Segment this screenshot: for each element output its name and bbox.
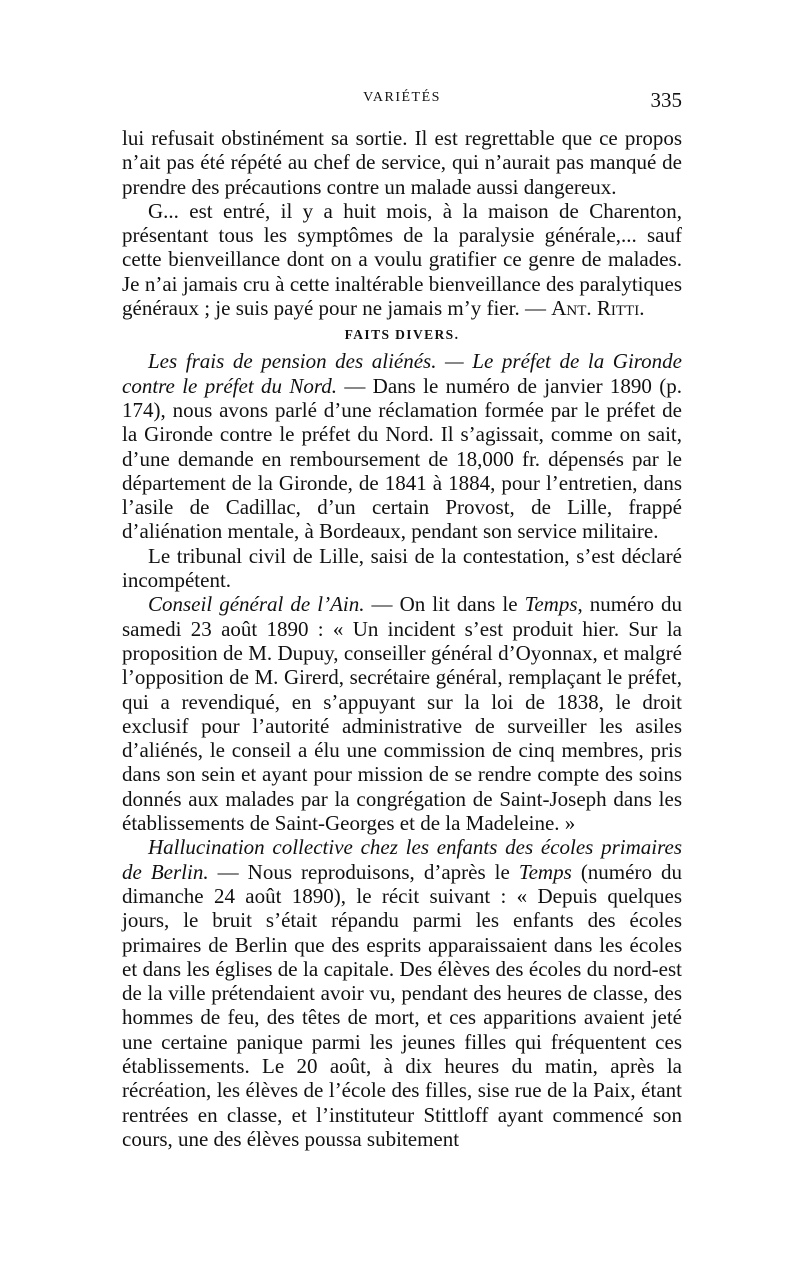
g-paragraph-text: G... est entré, il y a huit mois, à la maison de Charenton, présentant tous les symptômes de la paralysie générale,... sauf cette bienveillance dont on a voulu gratifier ce genre de malades. Je n’ai jamais cru à cette inaltérable bienveillance des paralytiques généraux ; je suis payé pour ne jamais m’y fier. — [122, 198, 682, 321]
item-hallucination-berlin [122, 835, 682, 1151]
author-signature: Ant. Ritti. [551, 296, 645, 321]
item-hallucination-berlin-journal: Temps [518, 859, 572, 884]
item-conseil-ain-title: Conseil général de l’Ain. [148, 592, 365, 617]
item-tribunal-lille [122, 544, 682, 593]
continuation-paragraph [122, 126, 682, 199]
page-body [122, 126, 682, 1151]
item-frais-de-pension-title: Les frais de pension des aliénés. — Le préfet de la Gironde contre le préfet du Nord. [122, 349, 682, 398]
item-conseil-ain [122, 592, 682, 835]
page-header [122, 88, 682, 118]
section-heading: FAITS DIVERS. [344, 327, 460, 343]
item-conseil-ain-text-a: — On lit dans le [364, 592, 525, 617]
item-frais-de-pension [122, 349, 682, 543]
item-tribunal-lille-text: Le tribunal civil de Lille, saisi de la contestation, s’est déclaré incompétent. [122, 543, 682, 593]
item-hallucination-berlin-text-a: — Nous reproduisons, d’après le [208, 859, 519, 884]
continuation-text: lui refusait obstinément sa sortie. Il est regrettable que ce propos n’ait pas été répété au chef de service, qui n’aurait pas manqué de prendre des précautions contre un malade aussi dangereux. [122, 126, 682, 199]
item-hallucination-berlin-text-b: (numéro du dimanche 24 août 1890), le récit suivant : « Depuis quelques jours, le bruit s’était répandu parmi les enfants des écoles primaires de Berlin que des esprits apparaissaient dans les écoles et dans les églises de la capitale. Des élèves des écoles du nord-est de la ville prétendaient avoir vu, pendant des heures de classe, des hommes de feu, des têtes de mort, et ces apparitions avaient jeté une certaine panique parmi les jeunes filles qui fréquentent ces établissements. Le 20 août, à dix heures du matin, après la récréation, les élèves de l’école des filles, sise rue de la Paix, étant rentrées en classe, et l’instituteur Stittloff ayant commencé son cours, une des élèves poussa subitement [122, 859, 682, 1151]
g-paragraph [122, 199, 682, 320]
item-conseil-ain-text-b: , numéro du samedi 23 août 1890 : « Un incident s’est produit hier. Sur la proposition de M. Dupuy, conseiller général d’Oyonnax, et malgré l’opposition de M. Girerd, secrétaire général, remplaçant le préfet, qui a revendiqué, en s’appuyant sur la loi de 1838, le droit exclusif pour l’autorité administrative de surveiller les asiles d’aliénés, le conseil a élu une commission de cinq membres, pris dans son sein et ayant pour mission de se rendre compte des soins donnés aux malades par la congrégation de Saint-Joseph dans les établissements de Saint-Georges et de la Madeleine. » [122, 592, 682, 836]
item-frais-de-pension-text: — Dans le numéro de janvier 1890 (p. 174), nous avons parlé d’une réclamation formée par le préfet de la Gironde contre le préfet du Nord. Il s’agissait, comme on sait, d’une demande en remboursement de 18,000 fr. dépensés par le département de la Gironde, de 1841 à 1884, pour l’entretien, dans l’asile de Cadillac, d’un certain Provost, de Lille, frappé d’aliénation mentale, à Bordeaux, pendant son service militaire. [122, 373, 682, 544]
running-head: VARIÉTÉS [363, 90, 441, 105]
item-conseil-ain-journal: Temps [524, 592, 578, 617]
page-number: 335 [650, 88, 682, 112]
item-hallucination-berlin-title: Hallucination collective chez les enfants des écoles primaires de Berlin. [122, 835, 682, 884]
